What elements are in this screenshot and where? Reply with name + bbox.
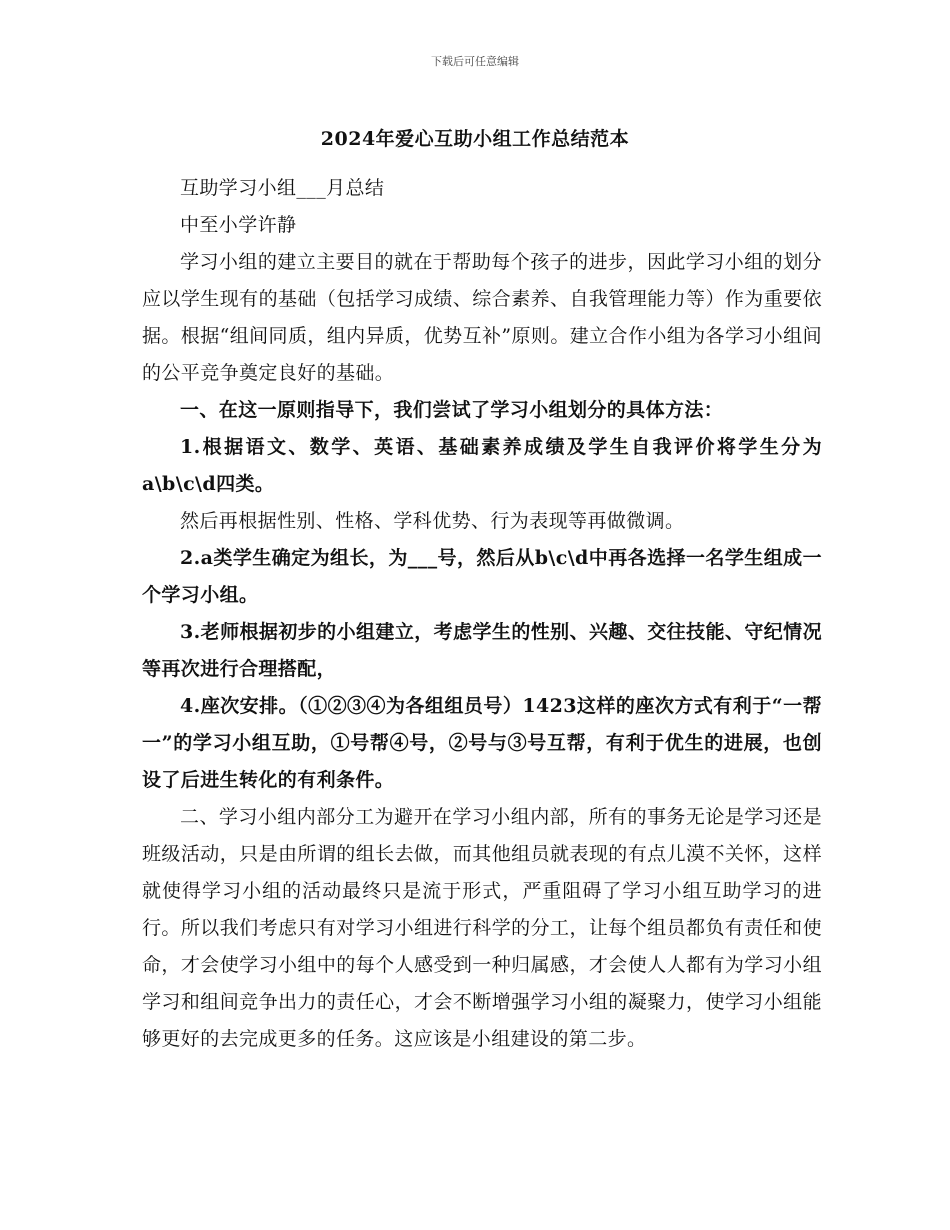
section-heading-1: 一、在这一原则指导下，我们尝试了学习小组划分的具体方法： xyxy=(180,399,724,421)
paragraph-author: 中至小学许静 xyxy=(180,214,297,236)
document-title: 2024年爱心互助小组工作总结范本 xyxy=(320,128,630,150)
list-item-1: 1.根据语文、数学、英语、基础素养成绩及学生自我评价将学生分为a\b\c\d四类。 xyxy=(142,436,822,495)
paragraph-group-title: 互助学习小组___月总结 xyxy=(180,177,385,199)
list-item-3: 3.老师根据初步的小组建立，考虑学生的性别、兴趣、交往技能、守纪情况等再次进行合理搭配， xyxy=(142,621,822,680)
paragraph-adjust: 然后再根据性别、性格、学科优势、行为表现等再做微调。 xyxy=(180,510,685,532)
paragraph-section-2: 二、学习小组内部分工为避开在学习小组内部，所有的事务无论是学习还是班级活动，只是由所谓的组长去做，而其他组员就表现的有点儿漠不关怀，这样就使得学习小组的活动最终只是流于形式，严重阻碍了学习小组互助学习的进行。所以我们考虑只有对学习小组进行科学的分工，让每个组员都负有责任和使命，才会使学习小组中的每个人感受到一种归属感，才会使人人都有为学习小组学习和组间竞争出力的责任心，才会不断增强学习小组的凝聚力，使学习小组能够更好的去完成更多的任务。这应该是小组建设的第二步。 xyxy=(142,806,822,1050)
paragraph-intro: 学习小组的建立主要目的就在于帮助每个孩子的进步，因此学习小组的划分应以学生现有的基础（包括学习成绩、综合素养、自我管理能力等）作为重要依据。根据“组间同质，组内异质，优势互补”原则。建立合作小组为各学习小组间的公平竞争奠定良好的基础。 xyxy=(142,251,822,384)
list-item-4: 4.座次安排。（①②③④为各组组员号）1423这样的座次方式有利于“一帮一”的学习小组互助，①号帮④号，②号与③号互帮，有利于优生的进展，也创设了后进生转化的有利条件。 xyxy=(142,695,822,791)
document-body xyxy=(142,170,822,1058)
list-item-2: 2.a类学生确定为组长，为___号，然后从b\c\d中再各选择一名学生组成一个学习小组。 xyxy=(142,547,822,606)
page-header-note: 下载后可任意编辑 xyxy=(431,55,519,68)
